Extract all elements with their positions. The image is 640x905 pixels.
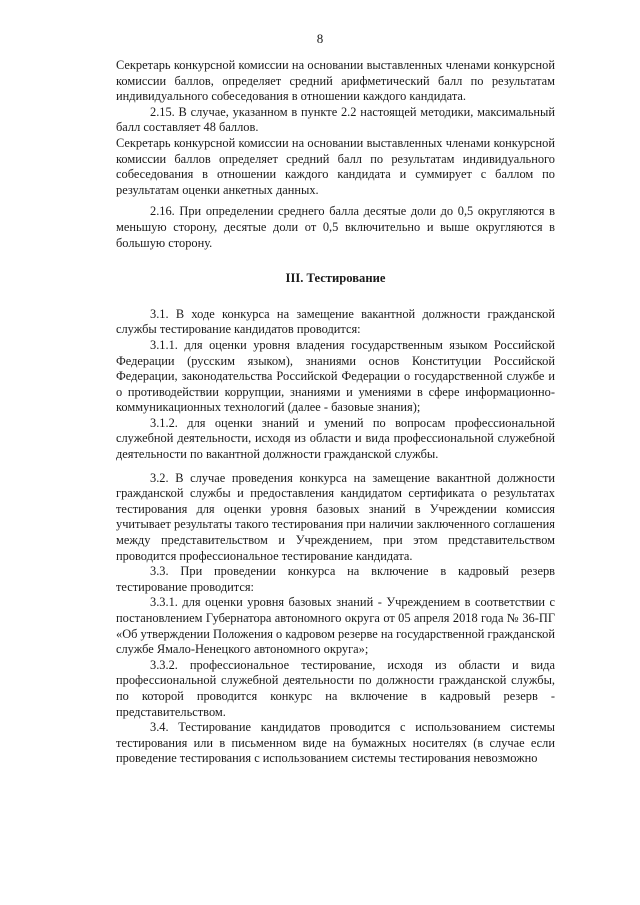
paragraph-3-4: 3.4. Тестирование кандидатов проводится с использованием системы тестирования или в письменном виде на бумажных носителях (в случае если проведение тестирования с использованием системы тестирования невозможно xyxy=(116,720,555,766)
section-heading: III. Тестирование xyxy=(285,271,386,286)
paragraph-3-3-1: 3.3.1. для оценки уровня базовых знаний - Учреждением в соответствии с постановлением Губернатора автономного округа от 05 апреля 2018 года № 36-ПГ «Об утверждении Положения о кадровом резерве на государственной гражданской службе Ямало-Ненецкого автономного округа»; xyxy=(116,595,555,657)
paragraph-3-3: 3.3. При проведении конкурса на включение в кадровый резерв тестирование проводится: xyxy=(116,564,555,594)
page-number: 8 xyxy=(316,31,324,46)
paragraph-3-1-2: 3.1.2. для оценки знаний и умений по вопросам профессиональной служебной деятельности, исходя из области и вида профессиональной служебной деятельности по вакантной должности гражданской службы. xyxy=(116,415,555,462)
paragraph-3-3-2: 3.3.2. профессиональное тестирование, исходя из области и вида профессиональной служебной деятельности по должности гражданской службы, по которой проводится конкурс на включение в кадровый резерв - представительством. xyxy=(116,657,555,719)
paragraph-3-2: 3.2. В случае проведения конкурса на замещение вакантной должности гражданской службы и предоставления кандидатом сертификата о результатах тестирования для оценки уровня базовых знаний в Учреждении комиссия учитывает результаты такого тестирования при наличии заключенного соглашения между представительством и Учреждением, при этом представительством проводится профессиональное тестирование кандидата. xyxy=(116,470,555,563)
paragraph-2-15: 2.15. В случае, указанном в пункте 2.2 настоящей методики, максимальный балл составляет 48 баллов. xyxy=(116,104,555,135)
paragraph-2-16: 2.16. При определении среднего балла десятые доли до 0,5 округляются в меньшую сторону, десятые доли от 0,5 включительно и выше округляются в большую сторону. xyxy=(116,204,555,250)
paragraph-3-1-1: 3.1.1. для оценки уровня владения государственным языком Российской Федерации (русским языком), знаниями основ Конституции Российской Федерации, законодательства Российской Федерации о государственной службе и о противодействии коррупции, знаниями и умениями в сфере информационно-коммуникационных технологий (далее - базовые знания); xyxy=(116,337,555,415)
paragraph-secretary-arithmetic: Секретарь конкурсной комиссии на основании выставленных членами конкурсной комиссии баллов, определяет средний арифметический балл по результатам индивидуального собеседования в отношении каждого кандидата. xyxy=(116,58,555,104)
paragraph-secretary-sum: Секретарь конкурсной комиссии на основании выставленных членами конкурсной комиссии баллов определяет средний балл по результатам индивидуального собеседования в отношении каждого кандидата и суммирует с баллом по результатам оценки анкетных данных. xyxy=(116,135,555,197)
paragraph-3-1: 3.1. В ходе конкурса на замещение вакантной должности гражданской службы тестирование кандидатов проводится: xyxy=(116,306,555,337)
document-body xyxy=(116,58,555,767)
